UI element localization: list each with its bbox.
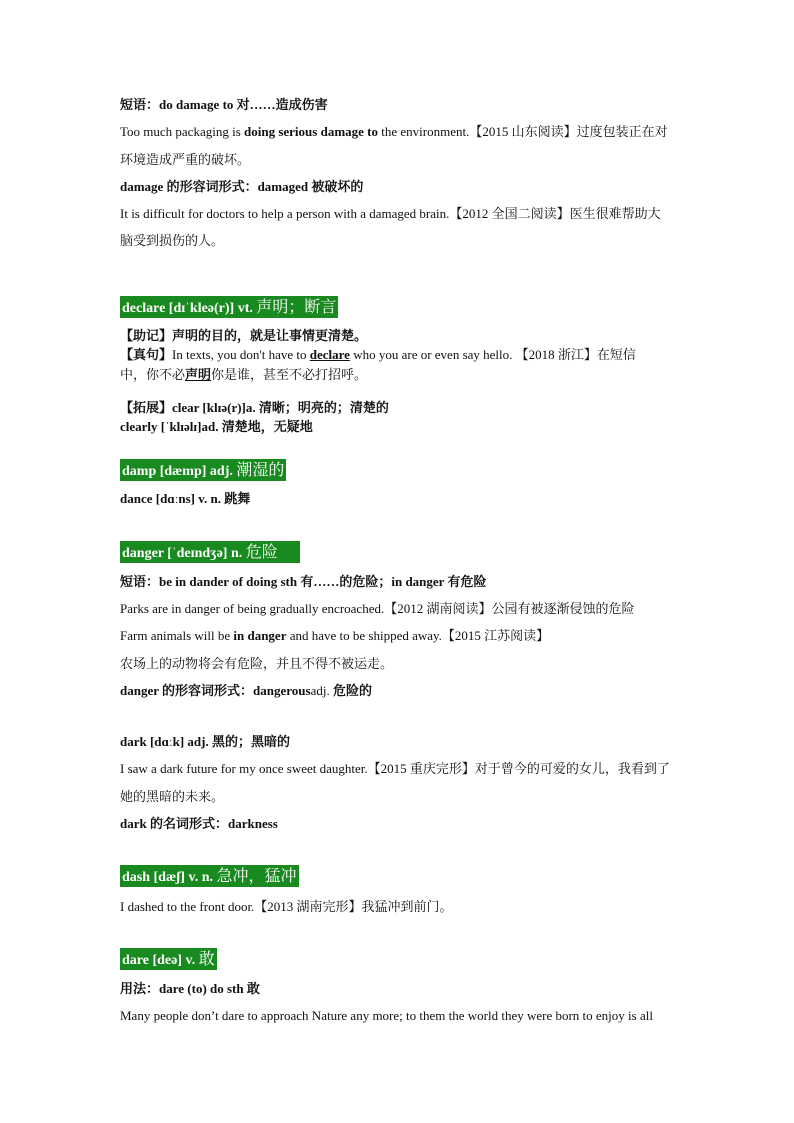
danger-example-2-translation: 农场上的动物将会有危险，并且不得不被运走。: [120, 656, 394, 671]
example-text: and have to be shipped away.【2015 江苏阅读】: [286, 628, 550, 643]
heading-word: danger [ˈdeɪndʒə] n.: [122, 546, 243, 561]
danger-phrase: 短语：be in dander of doing sth 有……的危险；in danger 有危险: [120, 574, 487, 589]
entry-heading-dash: [120, 865, 299, 887]
danger-adjective-form: [120, 682, 720, 700]
example-text: the environment.【2015 山东阅读】过度包装正在对: [378, 124, 668, 139]
heading-word: damp [dæmp] adj.: [122, 464, 233, 479]
phrase-text: do damage to 对……造成伤害: [159, 97, 328, 112]
danger-example-1: Parks are in danger of being gradually encroached.【2012 湖南阅读】公园有被逐渐侵蚀的危险: [120, 601, 635, 616]
declare-example-translation: [120, 366, 720, 384]
declare-extension-2: clearly [ˈklɪəlɪ]ad. 清楚地，无疑地: [120, 419, 313, 434]
heading-meaning: 敢: [198, 949, 215, 968]
dare-example: Many people don’t dare to approach Nature any more; to them the world they were born to enjoy is all: [120, 1008, 653, 1023]
example-keyword: declare: [309, 347, 350, 362]
phrase-label: 短语：: [120, 97, 160, 112]
dark-example-translation: 她的黑暗的未来。: [120, 789, 225, 804]
entry-heading-danger: [120, 541, 300, 563]
heading-meaning: 潮湿的: [236, 460, 285, 479]
example-highlight: doing serious damage to: [244, 124, 378, 139]
dark-example: I saw a dark future for my once sweet daughter.【2015 重庆完形】对于曾今的可爱的女儿，我看到了: [120, 761, 670, 776]
damage-phrase: [120, 96, 720, 114]
declare-mnemonic: 【助记】声明的目的，就是让事情更清楚。: [120, 328, 368, 343]
dash-example: I dashed to the front door.【2013 湖南完形】我猛冲到前门。: [120, 899, 453, 914]
example-keyword: 声明: [185, 367, 212, 382]
heading-word: declare [dɪˈkleə(r)] vt.: [122, 301, 253, 316]
heading-word: dash [dæʃ] v. n.: [122, 870, 213, 885]
declare-extension-1: 【拓展】clear [klɪə(r)]a. 清晰；明亮的；清楚的: [120, 400, 389, 415]
entry-heading-damp: [120, 459, 286, 481]
damage-example-2-translation: 脑受到损伤的人。: [120, 233, 225, 248]
part-of-speech: adj.: [310, 683, 330, 698]
example-text: 中，你不必: [120, 367, 186, 382]
example-label: 【真句】: [120, 347, 173, 362]
dark-noun-form: dark 的名词形式：darkness: [120, 816, 278, 831]
heading-meaning: 急冲，猛冲: [216, 866, 297, 885]
heading-word: dare [deə] v.: [122, 953, 196, 968]
heading-meaning: 危险: [245, 542, 278, 561]
example-text: Farm animals will be: [120, 628, 234, 643]
damage-example-2: It is difficult for doctors to help a person with a damaged brain.【2012 全国二阅读】医生很难帮助大: [120, 206, 661, 221]
declare-example: [120, 346, 720, 364]
danger-example-2: [120, 627, 720, 645]
damage-example-1: [120, 123, 720, 141]
entry-heading-declare: [120, 296, 338, 318]
dance-entry: dance [dɑːns] v. n. 跳舞: [120, 491, 251, 506]
example-text: Too much packaging is: [120, 124, 245, 139]
dare-usage: 用法：dare (to) do sth 敢: [120, 981, 260, 996]
form-label: danger 的形容词形式：dangerous: [120, 683, 311, 698]
entry-heading-dare: [120, 948, 217, 970]
example-text: 你是谁，甚至不必打招呼。: [211, 367, 368, 382]
form-meaning: 危险的: [329, 683, 372, 698]
damage-example-1-translation: 环境造成严重的破坏。: [120, 152, 251, 167]
example-highlight: in danger: [233, 628, 287, 643]
damage-adjective-form: damage 的形容词形式：damaged 被破坏的: [120, 179, 364, 194]
dark-entry: dark [dɑːk] adj. 黑的；黑暗的: [120, 734, 290, 749]
example-text: In texts, you don't have to: [172, 347, 310, 362]
example-text: who you are or even say hello. 【2018 浙江】在短信: [349, 347, 636, 362]
heading-meaning: 声明；断言: [256, 297, 337, 316]
